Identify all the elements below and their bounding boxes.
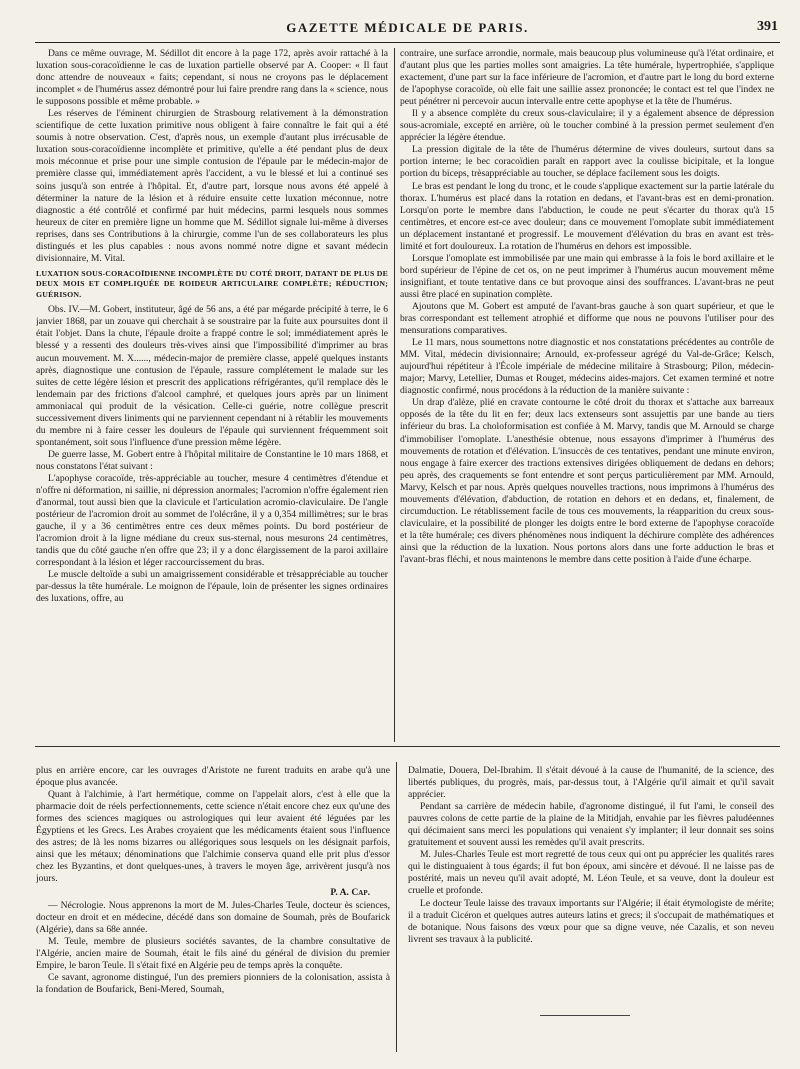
paragraph: Le muscle deltoïde a subi un amaigrissement considérable et trèsappréciable au toucher par-dessus la tête humérale. Le moignon de l'épaule, loin de présenter les signes ordinaires des luxations, offre, au bbox=[36, 569, 388, 605]
lower-left-column bbox=[36, 765, 390, 1055]
page-header bbox=[35, 18, 780, 43]
section-heading: LUXATION SOUS-CORACOÏDIENNE INCOMPLÈTE DU COTÉ DROIT, DATANT DE PLUS DE DEUX MOIS ET COMPLIQUÉE DE ROIDEUR ARTICULAIRE COMPLÈTE; RÉDUCTION; GUÉRISON. bbox=[36, 268, 388, 299]
paragraph: plus en arrière encore, car les ouvrages d'Aristote ne furent traduits en arabe qu'à une époque plus avancée. bbox=[36, 765, 390, 789]
end-rule bbox=[540, 1015, 630, 1016]
lower-right-column bbox=[408, 765, 774, 1015]
paragraph: Le bras est pendant le long du tronc, et le coude s'applique exactement sur la partie latérale du thorax. L'humérus est placé dans la rotation en dedans, et l'avant-bras est en demi-pronation. Lorsqu'on porte le membre dans l'abduction, le coude ne peut s'écarter du thorax qu'à 15 centimètres, et encore est-ce avec douleur; dans ce mouvement l'omoplate subit immédiatement un déplacement instantané et progressif. Le mouvement d'élévation du bras en avant est très-limité et fort douloureux. La rotation de l'humérus en dehors est impossible. bbox=[400, 180, 774, 252]
paragraph: Le 11 mars, nous soumettons notre diagnostic et nos constatations précédentes au contrôle de MM. Vital, médecin divisionnaire; Arnould, ex-professeur agrégé du Val-de-Grâce; Kelsch, aujourd'hui répétiteur à l'École impériale de médecine militaire à Strasbourg; Pilon, médecin-major; Marvy, Letellier, Dumas et Rouget, médecins aides-majors. Cet examen terminé et notre diagnostic confirmé, nous procédons à la réduction de la manière suivante : bbox=[400, 337, 774, 397]
upper-left-column bbox=[36, 48, 388, 738]
paragraph: L'apophyse coracoïde, très-appréciable au toucher, mesure 4 centimètres d'étendue et n'offre ni déformation, ni saillie, ni dépression anormales; l'acromion n'offre également rien d'anormal, tout aussi bien que la clavicule et l'articulation acromio-claviculaire. De l'angle postérieur de l'acromion droit au sommet de l'olécrâne, il y a 0,354 millimètres; sur le bras gauche, il y a 36 centimètres entre ces deux mêmes points. Du bord postérieur de l'acromion droit à la ligne médiane du creux sus-sternal, nous mesurons 24 centimètres, tandis que du côté gauche n'en offre que 23; il y a donc élargissement de la paroi axillaire correspondant à la lésion et léger raccourcissement du bras. bbox=[36, 473, 388, 569]
page-number: 391 bbox=[757, 19, 778, 34]
paragraph: De guerre lasse, M. Gobert entre à l'hôpital militaire de Constantine le 10 mars 1868, et nous constatons l'état suivant : bbox=[36, 448, 388, 472]
column-divider bbox=[396, 762, 397, 1052]
paragraph: Obs. IV.—M. Gobert, instituteur, âgé de 56 ans, a été par mégarde précipité à terre, le 6 janvier 1868, par un zouave qui cherchait à se soustraire par la fuite aux poursuites dont il était l'objet. Dans la chute, l'épaule droite a frappé contre le sol; immédiatement après le blessé y a ressenti des douleurs très-vives ainsi que l'impossibilité d'imprimer au bras aucun mouvement. M. X......, médecin-major de première classe, appelé quelques instants après, diagnostique une contusion de l'épaule, rassure complétement le malade sur les suites de cette légère lésion et prescrit des applications réfrigérantes, qu'il remplace dès le lendemain par des frictions d'alcool camphré, et quelques jours après par un liniment ammoniacal qui produit de la vésication. Celle-ci guérie, notre collègue prescrit successivement divers liniments qui ne parviennent cependant ni à rétablir les mouvements du membre ni à faire cesser les douleurs de l'épaule qui surviennent fréquemment soit spontanément, soit sous l'influence d'une pression même légère. bbox=[36, 304, 388, 448]
paragraph: Pendant sa carrière de médecin habile, d'agronome distingué, il fut l'ami, le conseil des pauvres colons de cette partie de la plaine de la Mitidjah, envahie par les fièvres paludéennes qui décimaient sans merci les populations qui venaient s'y implanter; il leur donnait ses soins gratuitement et souvent aussi les remèdes qu'il avait prescrits. bbox=[408, 801, 774, 849]
upper-right-column bbox=[400, 48, 774, 742]
paragraph: La pression digitale de la tête de l'humérus détermine de vives douleurs, surtout dans sa portion interne; le bec coracoïdien paraît en rapport avec la coulisse bicipitale, et la longue portion du biceps, trèsappréciable au toucher, se déplace facilement sous les doigts. bbox=[400, 144, 774, 180]
paragraph: Quant à l'alchimie, à l'art hermétique, comme on l'appelait alors, c'est à elle que la pharmacie doit de réels perfectionnements, cette science n'était encore chez eux qu'une des formes des sciences magiques ou astrologiques qui leur avaient été léguées par les Égyptiens et les Grecs. Les Arabes croyaient que les médicaments étaient sous l'influence des astres; de là les noms bizarres ou allégoriques sous lesquels on les désignait parfois, ainsi que les métaux; dénominations que l'alchimie conserva quand elle prit plus d'essor chez les Byzantins, et dont quelques-unes, à travers le moyen âge, arrivèrent jusqu'à nos jours. bbox=[36, 789, 390, 885]
journal-title: GAZETTE MÉDICALE DE PARIS. bbox=[286, 20, 529, 35]
paragraph: contraire, une surface arrondie, normale, mais beaucoup plus volumineuse qu'à l'état ordinaire, et d'autant plus que les parties molles sont amaigries. La tête humérale, hypertrophiée, s'applique exactement, d'une part sur la face inférieure de l'acromion, et d'autre part le long du bord externe de l'apophyse coracoïde, où elle fait une saillie assez prononcée; le contact est tel que l'index ne peut pénétrer ni percevoir aucun intervalle entre cette apophyse et la tête de l'humérus. bbox=[400, 48, 774, 108]
paragraph: Un drap d'alèze, plié en cravate contourne le côté droit du thorax et s'attache aux barreaux opposés de la tête du lit en fer; deux lacs extenseurs sont assujettis par une bande au tiers inférieur du bras. La choloformisation est confiée à M. Marvy, tandis que M. Arnould se charge d'immobiliser l'omoplate. L'anesthésie obtenue, nous essayons d'imprimer à l'humérus des mouvements de rotation et d'élévation. L'insuccès de ces tentatives, pendant une minute environ, nous engage à faire exercer des tractions extensives dirigées obliquement de dedans en dehors; peu après, des craquements se font entendre et sont perçus particulièrement par MM. Arnould, Marvy, Kelsch et par nous. Après quelques nouvelles tractions, nous imprimons à l'humérus des mouvements d'élévation, d'abduction, de rotation en dehors et en dedans, et, finalement, de circumduction. Le rétablissement facile de tous ces mouvements, la réapparition du creux sous-claviculaire, et la possibilité de plonger les doigts entre le bord externe de l'apophyse coracoïde et la tête humérale; ces divers phénomènes nous indiquent la déchirure complète des adhérences ainsi que la réduction de la luxation. Nous portons alors dans une forte adduction le bras et l'avant-bras fléchi, et nous maintenons le membre dans cette position à l'aide d'une écharpe. bbox=[400, 397, 774, 565]
column-divider bbox=[394, 48, 395, 742]
paragraph: Dans ce même ouvrage, M. Sédillot dit encore à la page 172, après avoir rattaché à la luxation sous-coracoïdienne le cas de luxation partielle observé par A. Cooper: « Il faut donc attendre de nouveaux « faits; cependant, si nous ne croyons pas le déplacement incomplet « de l'humérus assez démontré pour lui faire prendre rang dans la « science, nous le supposons possible et même probable. » bbox=[36, 48, 388, 108]
paragraph: Lorsque l'omoplate est immobilisée par une main qui embrasse à la fois le bord axillaire et le bord supérieur de l'épine de cet os, on ne peut imprimer à l'humérus aucun mouvement même insignifiant, et toute tentative dans ce but provoque ainsi des souffrances. L'avant-bras ne peut aussi être placé en supination complète. bbox=[400, 252, 774, 300]
paragraph: Dalmatie, Douera, Del-Ibrahim. Il s'était dévoué à la cause de l'humanité, de la science, des libertés publiques, du progrès, mais, par-dessus tout, à l'Algérie qu'il aimait et qu'il savait apprécier. bbox=[408, 765, 774, 801]
obituary-paragraph: Ce savant, agronome distingué, l'un des premiers pionniers de la colonisation, assista à la fondation de Boufarick, Beni-Mered, Soumah, bbox=[36, 971, 390, 995]
obituary-paragraph: M. Teule, membre de plusieurs sociétés savantes, de la chambre consultative de l'Algérie, ancien maire de Soumah, était le fils ainé du général de division du premier Empire, le baron Teule. Il s'était fixé en Algérie peu de temps après la conquête. bbox=[36, 935, 390, 971]
section-divider bbox=[35, 746, 780, 747]
author-signature: P. A. Cap. bbox=[330, 887, 370, 899]
paragraph: Les réserves de l'éminent chirurgien de Strasbourg relativement à la démonstration scientifique de cette luxation primitive nous obligent à faire connaître le fait qui a été soumis à notre observation. C'est, d'après nous, un exemple d'autant plus irrécusable de luxation sous-coracoïdienne incomplète et primitive, qu'elle a été pendant plus de deux mois méconnue et prise pour une simple contusion de l'épaule par le médecin-major de première classe qui, immédiatement après l'accident, a vu le blessé et lui a continué ses soins jusqu'à son entrée à l'hôpital. Et, d'autre part, lorsque nous avons été appelé à déterminer la nature de la lésion et à réduire ensuite cette luxation méconnue, notre diagnostic a été contrôlé et confirmé par huit médecins, parmi lesquels nous sommes heureux de citer en première ligne un homme que M. Sédillot signale lui-même à diverses reprises, dans ses Contributions à la chirurgie, comme l'un de ses collaborateurs les plus distingués et les plus capables : nous avons nommé notre digne et savant médecin divisionnaire, M. Vital. bbox=[36, 108, 388, 264]
paragraph: Il y a absence complète du creux sous-claviculaire; il y a également absence de dépression sous-acromiale, excepté en arrière, où le toucher combiné à la pression permet seulement d'en apprécier la légère étendue. bbox=[400, 108, 774, 144]
paragraph: Le docteur Teule laisse des travaux importants sur l'Algérie; il était étymologiste de mérite; il a traduit Cicéron et quelques autres auteurs latins et grecs; il s'occupait de mathématiques et de botanique. Nous faisons des vœux pour que sa digne veuve, née Cazalis, et son neveu livrent ses travaux à la publicité. bbox=[408, 897, 774, 945]
obituary-paragraph: — Nécrologie. Nous apprenons la mort de M. Jules-Charles Teule, docteur ès sciences, docteur en droit et en médecine, décédé dans son domaine de Soumah, près de Boufarick (Algérie), dans sa 68e année. bbox=[36, 899, 390, 935]
paragraph: Ajoutons que M. Gobert est amputé de l'avant-bras gauche à son quart supérieur, et que le bras correspondant est tellement atrophié et difforme que nous ne pouvons l'utiliser pour des mensurations comparatives. bbox=[400, 300, 774, 337]
paragraph: M. Jules-Charles Teule est mort regretté de tous ceux qui ont pu apprécier les qualités rares qui le distinguaient à tous égards; il fut bon époux, ami sincère et dévoué. Il ne laisse pas de postérité, mais un neveu qu'il avait adopté, M. Léon Teule, et sa veuve, dont la douleur est cruelle et profonde. bbox=[408, 849, 774, 897]
